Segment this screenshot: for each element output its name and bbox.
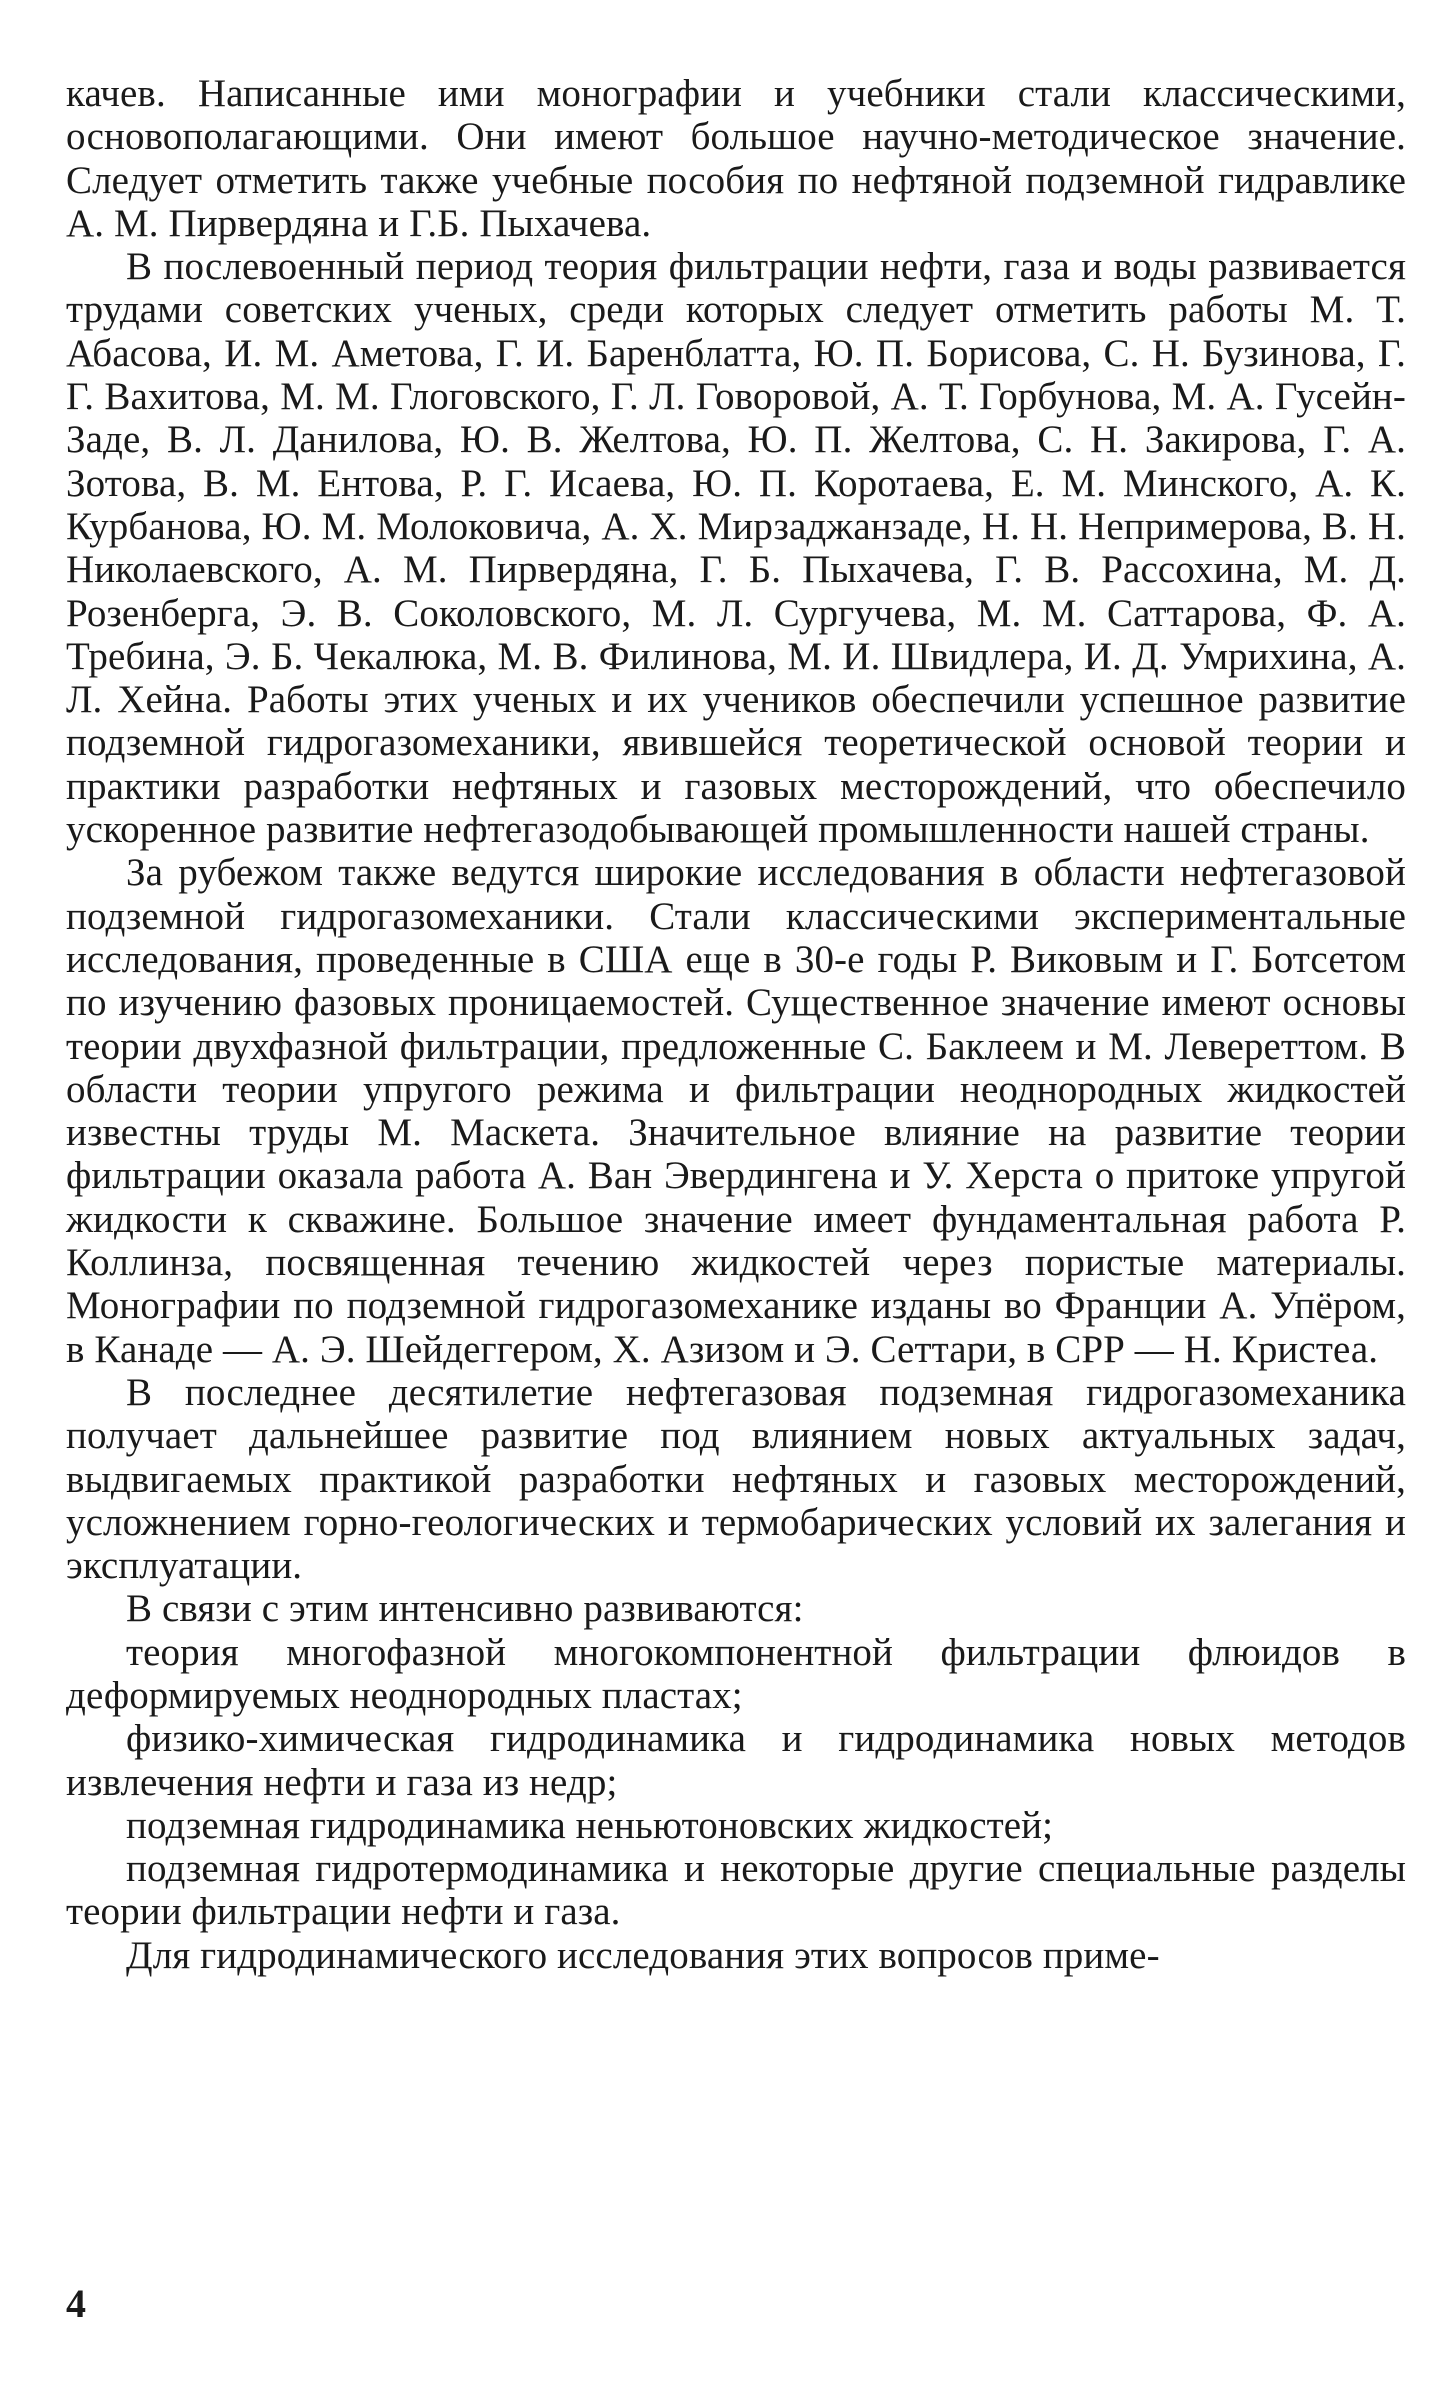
paragraph-continuation: качев. Написанные ими монографии и учебники стали классическими, основополагающими. Они имеют большое научно-методическое значение. Следует отметить также учебные пособия по нефтяной подземной гидравлике А. М. Пирвердяна и Г.Б. Пыхачева. xyxy=(66,72,1406,245)
page-number: 4 xyxy=(66,2281,86,2326)
list-item-thermodynamics: подземная гидротермодинамика и некоторые другие специальные разделы теории фильтрации нефти и газа. xyxy=(66,1847,1406,1934)
paragraph-list-intro: В связи с этим интенсивно развиваются: xyxy=(126,1587,804,1631)
paragraph-foreign-research: За рубежом также ведутся широкие исследования в области нефтегазовой подземной гидрогазомеханики. Стали классическими экспериментальные исследования, проведенные в США еще в 30-е годы Р. Виковым и Г. Ботсетом по изучению фазовых проницаемостей. Существенное значение имеют основы теории двухфазной фильтрации, предложенные С. Баклеем и М. Левереттом. В области теории упругого режима и фильтрации неоднородных жидкостей известны труды М. Маскета. Значительное влияние на развитие теории фильтрации оказала работа А. Ван Эвердингена и У. Херста о притоке упругой жидкости к скважине. Большое значение имеет фундаментальная работа Р. Коллинза, посвященная течению жидкостей через пористые материалы. Монографии по подземной гидрогазомеханике изданы во Франции А. Упёром, в Канаде — А. Э. Шейдеггером, Х. Азизом и Э. Сеттари, в СРР — Н. Кристеа. xyxy=(66,851,1406,1371)
list-item-nonnewtonian: подземная гидродинамика неньютоновских жидкостей; xyxy=(126,1803,1054,1847)
paragraph-postwar-scientists: В послевоенный период теория фильтрации нефти, газа и воды развивается трудами советских ученых, среди которых следует отметить работы М. Т. Абасова, И. М. Аметова, Г. И. Баренблатта, Ю. П. Борисова, С. Н. Бузинова, Г. Г. Вахитова, М. М. Глоговского, Г. Л. Говоровой, А. Т. Горбунова, М. А. Гусейн-Заде, В. Л. Данилова, Ю. В. Желтова, Ю. П. Желтова, С. Н. Закирова, Г. А. Зотова, В. М. Ентова, Р. Г. Исаева, Ю. П. Коротаева, Е. М. Минского, А. К. Курбанова, Ю. М. Молоковича, А. Х. Мирзаджанзаде, Н. Н. Непримерова, В. Н. Николаевского, А. М. Пирвердяна, Г. Б. Пыхачева, Г. В. Рассохина, М. Д. Розенберга, Э. В. Соколовского, М. Л. Сургучева, М. М. Саттарова, Ф. А. Требина, Э. Б. Чекалюка, М. В. Филинова, М. И. Швидлера, И. Д. Умрихина, А. Л. Хейна. Работы этих ученых и их учеников обеспечили успешное развитие подземной гидрогазомеханики, явившейся теоретической основой теории и практики разработки нефтяных и газовых месторождений, что обеспечило ускоренное развитие нефтегазодобывающей промышленности нашей страны. xyxy=(66,245,1406,852)
page-body xyxy=(66,72,1406,1977)
paragraph-last-decade: В последнее десятилетие нефтегазовая подземная гидрогазомеханика получает дальнейшее развитие под влиянием новых актуальных задач, выдвигаемых практикой разработки нефтяных и газовых месторождений, усложнением горно-геологических и термобарических условий их залегания и эксплуатации. xyxy=(66,1370,1406,1588)
list-item-physchem: физико-химическая гидродинамика и гидродинамика новых методов извлечения нефти и газа из недр; xyxy=(66,1717,1406,1804)
list-item-multiphase: теория многофазной многокомпонентной фильтрации флюидов в деформируемых неоднородных пластах; xyxy=(66,1630,1406,1717)
paragraph-final-fragment: Для гидродинамического исследования этих вопросов приме- xyxy=(126,1933,1160,1977)
